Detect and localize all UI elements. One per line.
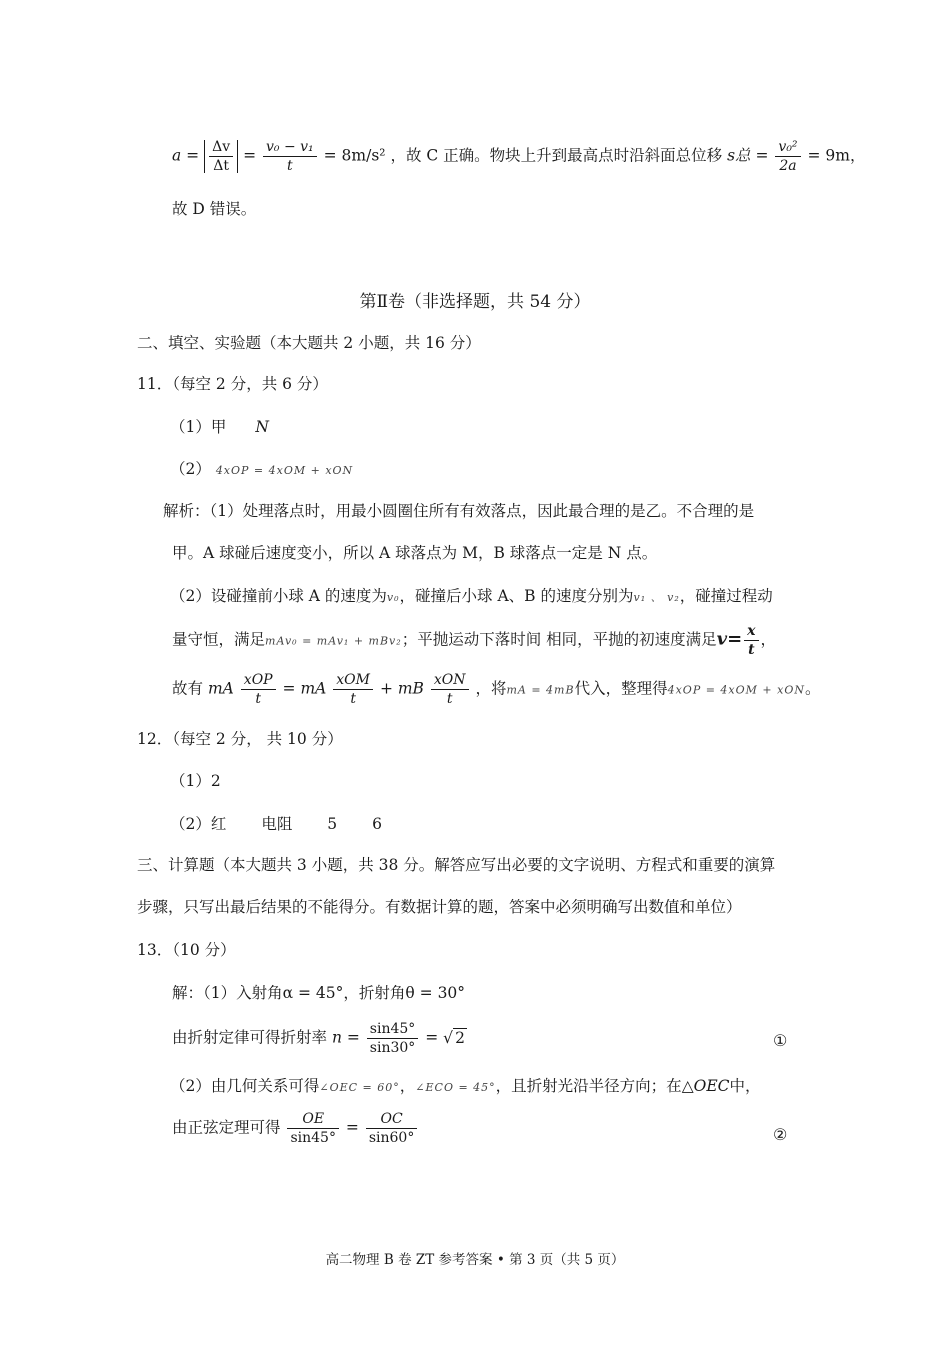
q11-l5-num3: xON [431, 673, 469, 690]
q11-l4d-num: x [744, 624, 758, 641]
part2-heading: 二、填空、实验题（本大题共 2 小题，共 16 分） [137, 334, 481, 352]
q11-answer2 [170, 462, 353, 478]
q13-heading: 13．（10 分） [137, 941, 236, 959]
q13-l2a: 由折射定律可得折射率 [172, 1028, 328, 1047]
q11-l5-den1: t [255, 691, 262, 707]
q13-l4-frac1 [287, 1112, 339, 1145]
formula-a-den1: Δt [213, 158, 229, 174]
q11-analysis-l2: 甲。A 球碰后速度变小，所以 A 球落点为 M，B 球落点一定是 N 点。 [172, 544, 658, 562]
formula-s-den: 2a [779, 158, 797, 174]
q11-l5-den3: t [446, 691, 453, 707]
formula-s-frac [775, 140, 800, 173]
q11-heading: 11．（每空 2 分，共 6 分） [137, 375, 328, 393]
q13-l3d: ∠ECO = 45° [415, 1081, 496, 1094]
q12-heading: 12．（每空 2 分， 共 10 分） [137, 730, 343, 748]
equation-mark-1: ① [773, 1031, 788, 1050]
q11-analysis-l1: 解析：（1）处理落点时，用最小圆圈住所有有效落点，因此最合理的是乙。不合理的是 [163, 502, 755, 520]
q11-l4e: ， [760, 630, 777, 649]
q11-l4d-lhs: v= [716, 628, 743, 650]
q13-l3f: △OEC [681, 1077, 730, 1095]
q11-l5f: 。 [804, 679, 821, 698]
q11-analysis-l3 [170, 589, 773, 605]
q12-a2-v2: 5 [327, 815, 338, 833]
q13-l3a: （2）由几何关系可得 [170, 1077, 320, 1095]
part3-heading-l2: 步骤，只写出最后结果的不能得分。有数据计算的题，答案中必须明确写出数值和单位） [137, 898, 742, 916]
q12-a2-v3: 6 [372, 815, 382, 833]
q13-sol-l4 [172, 1112, 419, 1145]
q11-l4d-frac [744, 624, 758, 657]
q11-l4a: 量守恒，满足 [172, 630, 266, 649]
para-d-line2: 故 D 错误。 [172, 200, 257, 218]
q12-answer1: （1）2 [170, 772, 221, 790]
q13-l2-num: sin45° [367, 1022, 419, 1039]
part3-heading-l1: 三、计算题（本大题共 3 小题，共 38 分。解答应写出必要的文字说明、方程式和重要的演算 [137, 856, 776, 874]
q13-l4-frac2 [366, 1112, 418, 1145]
q13-l3g: 中， [729, 1077, 761, 1095]
eq-sign: = [243, 146, 257, 165]
q13-l4-den1: sin45° [290, 1130, 336, 1146]
q11-l3a: （2）设碰撞前小球 A 的速度为 [170, 587, 387, 605]
formula-a-result: = 8m/s² [323, 146, 386, 165]
q11-l5-frac1 [241, 673, 276, 706]
q11-a2-formula: 4xOP = 4xOM + xON [215, 464, 354, 477]
q12-a2-v1: 电阻 [261, 815, 293, 833]
q11-l5-m1: mA [207, 679, 234, 698]
q13-l2-den: sin30° [369, 1040, 416, 1056]
section-title: 第Ⅱ卷（非选择题，共 54 分） [359, 292, 591, 312]
q11-l3d: v₁ 、 v₂ [633, 591, 680, 604]
q11-l5a: 故有 [172, 679, 204, 698]
q11-answer1 [170, 420, 269, 436]
q11-l5-den2: t [350, 691, 356, 707]
formula-s-num: v₀² [775, 140, 800, 157]
para-d-line1 [172, 140, 865, 173]
formula-a-num1: Δv [209, 140, 233, 157]
q13-l4a: 由正弦定理可得 [172, 1118, 281, 1137]
q13-l3b: ∠OEC = 60° [319, 1081, 400, 1094]
q11-l4c: ；平抛运动下落时间 相同，平抛的初速度满足 [401, 630, 717, 649]
q11-l4b: mAv₀ = mAv₁ + mBv₂ [265, 634, 402, 648]
q13-l4-den2: sin60° [368, 1130, 415, 1146]
q13-l4-num1: OE [287, 1112, 339, 1129]
formula-s-lhs: s总 = [727, 146, 769, 165]
formula-a-frac1 [209, 140, 233, 173]
q11-l4d-den: t [748, 642, 755, 658]
q11-l5b: ，将 [475, 679, 507, 698]
q11-a1-value: N [255, 418, 269, 436]
equation-mark-2: ② [773, 1125, 788, 1144]
formula-a-frac2 [263, 140, 317, 173]
q11-l5-eq: = mA [282, 679, 327, 698]
q12-answer2 [170, 817, 382, 833]
formula-s-result: = 9m， [807, 146, 866, 165]
q13-l4-num2: OC [366, 1112, 418, 1129]
q13-sol-l1: 解：（1）入射角α = 45°，折射角θ = 30° [172, 984, 466, 1002]
q11-l5-num1: xOP [241, 673, 276, 690]
q13-l2-frac [367, 1022, 419, 1055]
q11-l3b: v₀ [386, 591, 400, 604]
q12-a2-label: （2）红 [170, 815, 227, 833]
q11-l5d: 代入，整理得 [574, 679, 668, 698]
formula-a-lhs: a = [172, 146, 200, 165]
q11-l3e: ，碰撞过程动 [679, 587, 773, 605]
formula-a-den2: t [287, 158, 293, 174]
q11-l5-num2: xOM [333, 673, 373, 690]
q13-sol-l3 [170, 1079, 761, 1095]
q13-l3c: ， [399, 1077, 416, 1095]
q13-l4-eq: = [345, 1118, 359, 1137]
page-footer: 高二物理 B 卷 ZT 参考答案 • 第 3 页（共 5 页） [325, 1252, 625, 1268]
formula-a-abs [204, 140, 238, 173]
q11-l3c: ，碰撞后小球 A、B 的速度分别为 [399, 587, 634, 605]
q11-l5e: 4xOP = 4xOM + xON [667, 683, 805, 697]
q11-analysis-l5 [172, 673, 820, 706]
q11-l5c: mA = 4mB [506, 683, 575, 697]
q11-a1-label: （1）甲 [170, 418, 227, 436]
formula-a-num2: v₀ − v₁ [263, 140, 317, 157]
q13-l2-eq: = [425, 1028, 439, 1047]
para-d-text-mid: ，故 C 正确。物块上升到最高点时沿斜面总位移 [390, 146, 723, 165]
q11-l5-frac3 [431, 673, 469, 706]
sqrt-symbol: √ 2 [443, 1028, 465, 1047]
q11-analysis-l4 [172, 624, 776, 657]
q11-l5-plus: + mB [379, 679, 424, 698]
q13-l3e: ，且折射光沿半径方向；在 [495, 1077, 682, 1095]
q11-a2-label: （2） [170, 460, 211, 478]
q13-l2-sqrt: 2 [455, 1028, 465, 1047]
q11-l5-frac2 [333, 673, 373, 706]
q13-l2-lhs: n = [331, 1028, 360, 1047]
q13-sol-l2 [172, 1022, 467, 1055]
